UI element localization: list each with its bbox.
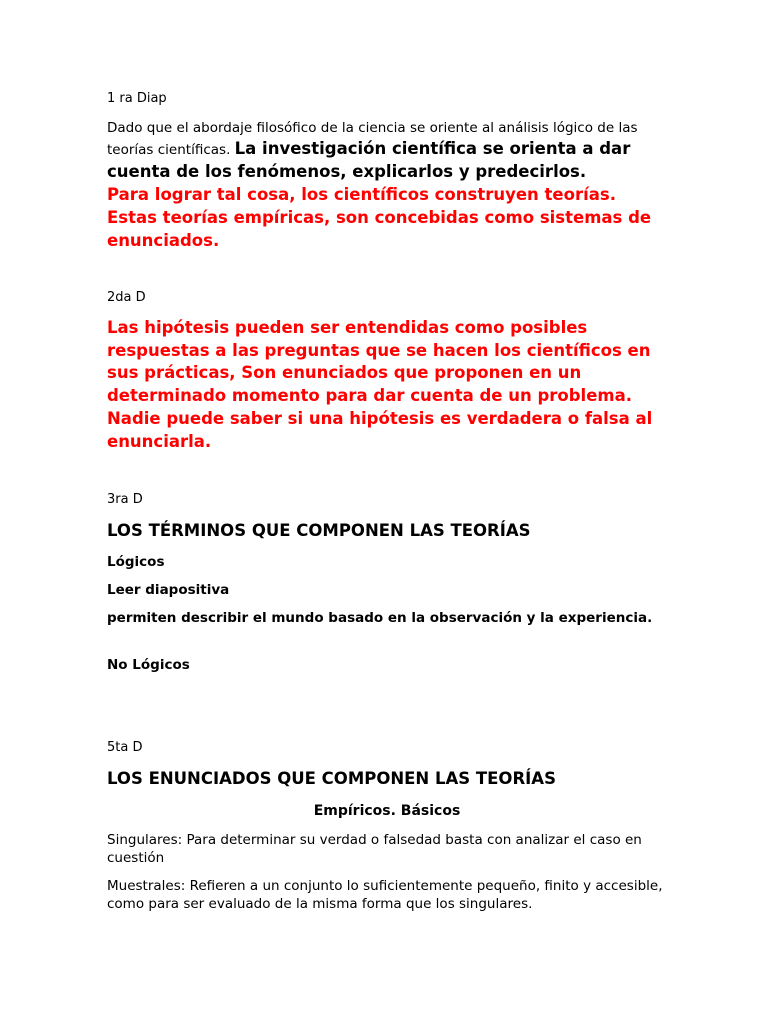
- slide-label-1: 1 ra Diap: [107, 91, 167, 106]
- term-description: permiten describir el mundo basado en la observación y la experiencia.: [107, 610, 653, 626]
- paragraph-2-red: Las hipótesis pueden ser entendidas como posibles respuestas a las preguntas que se hacen los científicos en sus prácticas, Son enunciados que proponen en un determinado momento para dar cuenta de un problema. Nadie puede saber si una hipótesis es verdadera o falsa al enunciarla.: [107, 318, 653, 451]
- term-logicos: Lógicos: [107, 554, 165, 570]
- section-5-heading: LOS ENUNCIADOS QUE COMPONEN LAS TEORÍAS: [107, 769, 556, 788]
- slide-label-3: 3ra D: [107, 492, 143, 507]
- paragraph-1-red: Para lograr tal cosa, los científicos construyen teorías. Estas teorías empíricas, son concebidas como sistemas de enunciados.: [107, 185, 652, 250]
- term-leer-diapositiva: Leer diapositiva: [107, 582, 230, 598]
- paragraph-1-intro: Dado que el abordaje filosófico de la ciencia se oriente al análisis lógico de las teorías científicas.: [107, 120, 638, 158]
- statement-singulares: Singulares: Para determinar su verdad o falsedad basta con analizar el caso en cuestión: [107, 832, 642, 866]
- section-3-heading: LOS TÉRMINOS QUE COMPONEN LAS TEORÍAS: [107, 521, 531, 540]
- term-no-logicos: No Lógicos: [107, 657, 190, 673]
- slide-label-2: 2da D: [107, 290, 146, 305]
- paragraph-1-emphasis: La investigación científica se orienta a dar cuenta de los fenómenos, explicarlos y predecirlos.: [107, 139, 631, 181]
- statement-muestrales: Muestrales: Refieren a un conjunto lo suficientemente pequeño, finito y accesible, como para ser evaluado de la misma forma que los singulares.: [107, 878, 663, 912]
- paragraph-1: [107, 119, 667, 252]
- slide-label-5: 5ta D: [107, 740, 143, 755]
- section-5-subheading: Empíricos. Básicos: [313, 803, 461, 819]
